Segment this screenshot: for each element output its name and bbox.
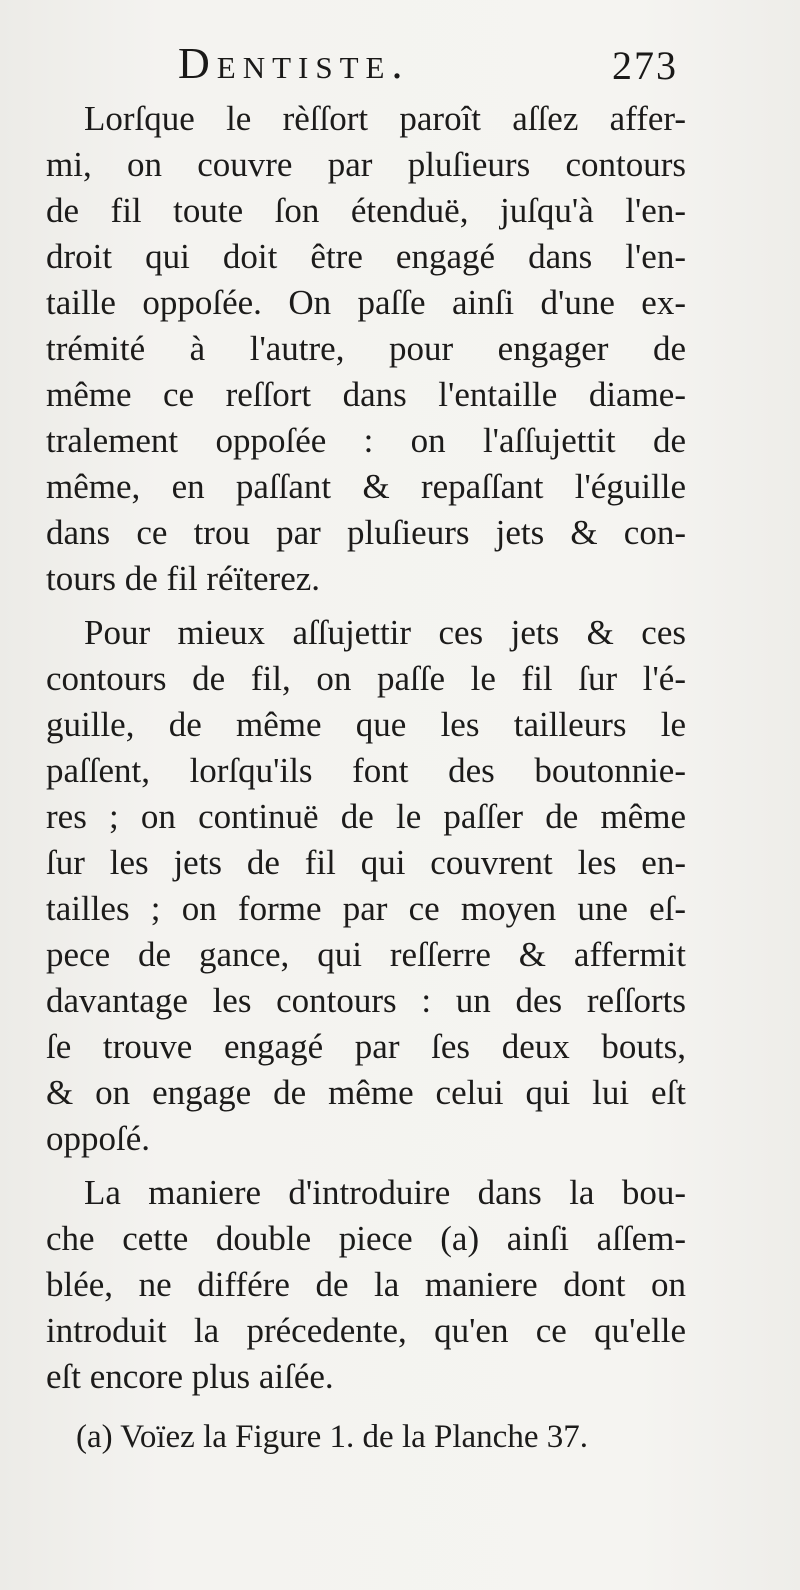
text-line: contours de fil, on paſſe le fil ſur l'é- (46, 659, 686, 698)
page-number: 273 (612, 43, 678, 88)
text-line: pece de gance, qui reſſerre & affermit (46, 935, 686, 974)
text-line: même ce reſſort dans l'entaille diame- (46, 375, 686, 414)
text-line: che cette double piece (a) ainſi aſſem- (46, 1219, 686, 1258)
text-line: mi, on couvre par pluſieurs contours (46, 145, 686, 184)
running-title: Dentiste. (178, 39, 410, 88)
text-line: tours de fil réïterez. (46, 559, 321, 598)
text-line: Lorſque le rèſſort paroît aſſez affer- (84, 99, 686, 138)
footnote: (a) Voïez la Figure 1. de la Planche 37. (76, 1419, 588, 1455)
text-line: & on engage de même celui qui lui eſt (46, 1073, 686, 1112)
body-text (46, 96, 686, 1400)
text-line: ſur les jets de fil qui couvrent les en- (46, 843, 686, 882)
text-line: tralement oppoſée : on l'aſſujettit de (46, 421, 686, 460)
text-line: oppoſé. (46, 1119, 151, 1158)
text-line: res ; on continuë de le paſſer de même (46, 797, 686, 836)
text-line: Pour mieux aſſujettir ces jets & ces (84, 613, 686, 652)
paragraph (46, 610, 686, 1162)
text-line: blée, ne différe de la maniere dont on (46, 1265, 686, 1304)
running-head (178, 38, 678, 98)
text-line: dans ce trou par pluſieurs jets & con- (46, 513, 686, 552)
text-line: paſſent, lorſqu'ils font des boutonnie- (46, 751, 686, 790)
text-line: guille, de même que les tailleurs le (46, 705, 686, 744)
text-line: de fil toute ſon étenduë, juſqu'à l'en- (46, 191, 686, 230)
text-line: trémité à l'autre, pour engager de (46, 329, 686, 368)
text-line: droit qui doit être engagé dans l'en- (46, 237, 686, 276)
text-line: taille oppoſée. On paſſe ainſi d'une ex- (46, 283, 686, 322)
text-line: eſt encore plus aiſée. (46, 1357, 334, 1396)
text-line: ſe trouve engagé par ſes deux bouts, (46, 1027, 686, 1066)
text-line: tailles ; on forme par ce moyen une eſ- (46, 889, 686, 928)
paragraph-gap (46, 1162, 686, 1170)
text-line: introduit la précedente, qu'en ce qu'elle (46, 1311, 686, 1350)
paragraph-gap (46, 602, 686, 610)
text-line: La maniere d'introduire dans la bou- (84, 1173, 686, 1212)
text-line: même, en paſſant & repaſſant l'éguille (46, 467, 686, 506)
paragraph (46, 1170, 686, 1400)
text-line: davantage les contours : un des reſſorts (46, 981, 686, 1020)
paragraph (46, 96, 686, 602)
